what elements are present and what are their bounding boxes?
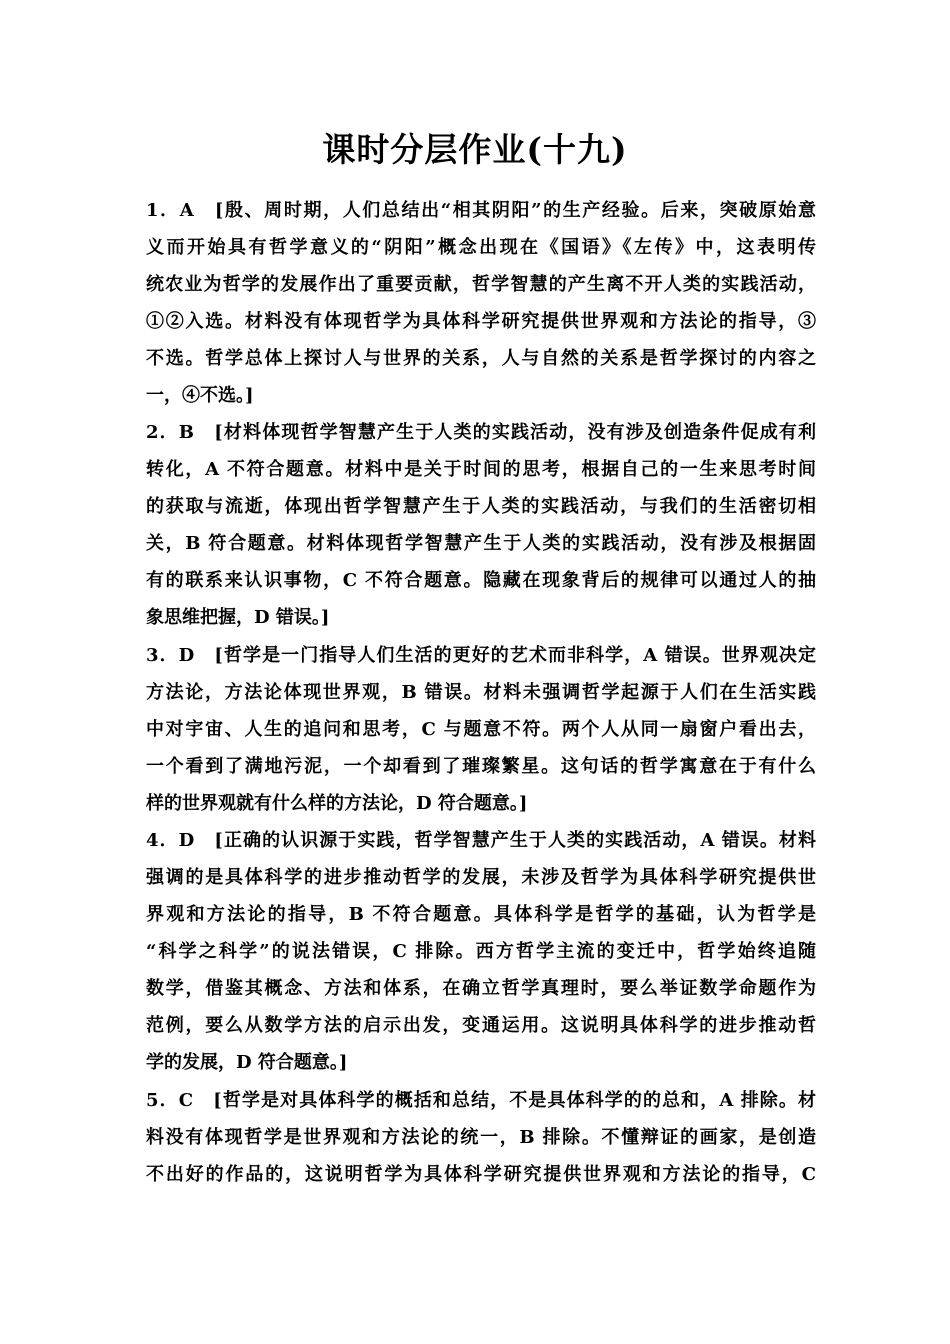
answer-1-line-5: 不选。哲学总体上探讨人与世界的关系，人与自然的关系是哲学探讨的内容之	[146, 348, 816, 369]
answer-2-line-2: 转化，A 不符合题意。材料中是关于时间的思考，根据自己的一生来思考时间	[146, 459, 816, 480]
answer-4-line-7: 学的发展，D 符合题意。]	[146, 1052, 348, 1073]
answer-1-line-1: 1．A [殷、周时期，人们总结出“相其阴阳”的生产经验。后来，突破原始意	[146, 200, 816, 221]
answer-2-line-4: 关，B 符合题意。材料体现哲学智慧产生于人类的实践活动，没有涉及根据固	[146, 533, 816, 554]
answer-4-line-6: 范例，要么从数学方法的启示出发，变通运用。这说明具体科学的进步推动哲	[146, 1015, 816, 1036]
answer-2-line-3: 的获取与流逝，体现出哲学智慧产生于人类的实践活动，与我们的生活密切相	[146, 496, 816, 517]
answer-3-line-5: 样的世界观就有什么样的方法论，D 符合题意。]	[146, 793, 528, 814]
answer-4-line-3: 界观和方法论的指导，B 不符合题意。具体科学是哲学的基础，认为哲学是	[146, 904, 816, 925]
answer-3-line-4: 一个看到了满地污泥，一个却看到了璀璨繁星。这句话的哲学寓意在于有什么	[146, 756, 816, 777]
answer-4-line-4: “科学之科学”的说法错误，C 排除。西方哲学主流的变迁中，哲学始终追随	[146, 941, 816, 962]
answer-1-line-6: 一，④不选。]	[146, 385, 254, 406]
answer-4-line-2: 强调的是具体科学的进步推动哲学的发展，未涉及哲学为具体科学研究提供世	[146, 867, 816, 888]
answer-4-line-1: 4．D [正确的认识源于实践，哲学智慧产生于人类的实践活动，A 错误。材料	[146, 830, 816, 851]
page-title: 课时分层作业(十九)	[322, 130, 628, 169]
answer-2-line-1: 2．B [材料体现哲学智慧产生于人类的实践活动，没有涉及创造条件促成有利	[146, 422, 816, 443]
answer-1-line-2: 义而开始具有哲学意义的“阴阳”概念出现在《国语》《左传》中，这表明传	[146, 237, 816, 258]
answer-5-line-1: 5．C [哲学是对具体科学的概括和总结，不是具体科学的的总和，A 排除。材	[146, 1090, 816, 1111]
answer-3-line-3: 中对宇宙、人生的追问和思考，C 与题意不符。两个人从同一扇窗户看出去，	[146, 719, 816, 740]
answer-1-line-3: 统农业为哲学的发展作出了重要贡献，哲学智慧的产生离不开人类的实践活动，	[146, 274, 816, 295]
answer-2-line-5: 有的联系来认识事物，C 不符合题意。隐藏在现象背后的规律可以通过人的抽	[146, 570, 816, 591]
answer-4-line-5: 数学，借鉴其概念、方法和体系，在确立哲学真理时，要么举证数学命题作为	[146, 978, 816, 999]
answer-3-line-2: 方法论，方法论体现世界观，B 错误。材料未强调哲学起源于人们在生活实践	[146, 682, 816, 703]
answer-2-line-6: 象思维把握，D 错误。]	[146, 607, 330, 628]
answer-3-line-1: 3．D [哲学是一门指导人们生活的更好的艺术而非科学，A 错误。世界观决定	[146, 645, 816, 666]
answer-5-line-2: 料没有体现哲学是世界观和方法论的统一，B 排除。不懂辩证的画家，是创造	[146, 1127, 816, 1148]
answer-1-line-4: ①②入选。材料没有体现哲学为具体科学研究提供世界观和方法论的指导，③	[146, 311, 816, 332]
answer-5-line-3: 不出好的作品的，这说明哲学为具体科学研究提供世界观和方法论的指导，C	[146, 1164, 816, 1185]
